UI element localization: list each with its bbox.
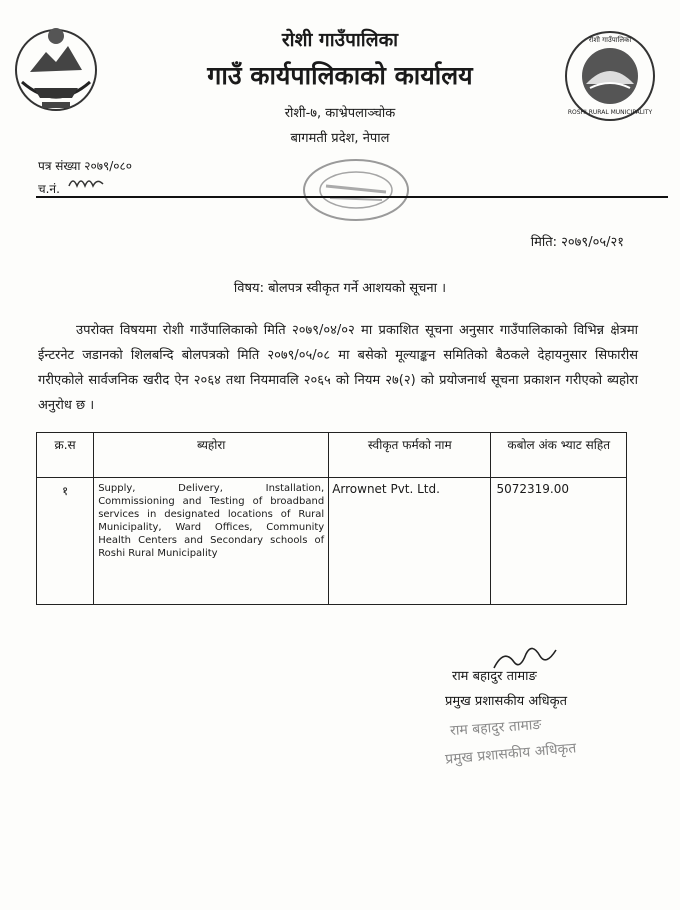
row-firm: Arrownet Pvt. Ltd.	[329, 478, 491, 605]
notice-subject: विषय: बोलपत्र स्वीकृत गर्ने आशयको सूचना ।	[233, 281, 447, 296]
signatory-stamp-name: राम बहादुर तामाङ	[449, 716, 542, 740]
svg-text:ROSHI RURAL MUNICIPALITY: ROSHI RURAL MUNICIPALITY	[567, 109, 653, 116]
column-header-amount: कबोल अंक भ्याट सहित	[491, 433, 627, 478]
column-header-description: ब्यहोरा	[94, 433, 329, 478]
municipality-name: रोशी गाउँपालिका	[281, 29, 399, 51]
handwritten-number-icon	[67, 174, 107, 192]
office-stamp-icon	[296, 146, 416, 228]
dispatch-number: च.नं.	[38, 182, 60, 196]
table-header-row	[37, 433, 627, 478]
signatory-stamp-title: प्रमुख प्रशासकीय अधिकृत	[444, 740, 577, 768]
notice-body: उपरोक्त विषयमा रोशी गाउँपालिकाको मिति २०७९/०४/०२ मा प्रकाशित सूचना अनुसार गाउँपालिकाको विभिन्न क्षेत्रमा ईन्टरनेट जडानको शिलबन्दि बोलपत्रको मिति २०७९/०५/०८ मा बसेको मूल्याङ्कन समितिको बैठकले देहायनुसार सिफारीस गरीएकोले सार्वजनिक खरीद ऐन २०६४ तथा नियमावलि २०६५ को नियम २७(२) को प्रयोजनार्थ सूचना प्रकाशन गरीएको ब्यहोरा अनुरोध छ ।	[38, 323, 638, 413]
signatory-name: राम बहादुर तामाङ	[452, 669, 537, 684]
table-row	[37, 478, 627, 605]
address-line-1: रोशी-७, काभ्रेपलाञ्चोक	[284, 106, 396, 121]
award-table	[36, 432, 627, 605]
header-divider	[36, 196, 668, 198]
office-name: गाउँ कार्यपालिकाको कार्यालय	[207, 61, 473, 90]
row-description: Supply, Delivery, Installation, Commissioning and Testing of broadband services in designated locations of Rural Municipality, Ward Offices, Community Health Centers and Secondary schools of Roshi Rural Municipality	[94, 478, 329, 605]
signatory-title: प्रमुख प्रशासकीय अधिकृत	[445, 694, 568, 709]
letter-number: पत्र संख्या २०७९/०८०	[38, 159, 132, 173]
row-sn: १	[37, 478, 94, 605]
svg-text:रोशी गाउँपालिका: रोशी गाउँपालिका	[588, 36, 632, 44]
notice-date: मिति: २०७९/०५/२१	[530, 235, 624, 250]
address-line-2: बागमती प्रदेश, नेपाल	[290, 131, 390, 146]
column-header-firm: स्वीकृत फर्मको नाम	[329, 433, 491, 478]
row-amount: 5072319.00	[491, 478, 627, 605]
column-header-sn: क्र.स	[37, 433, 94, 478]
